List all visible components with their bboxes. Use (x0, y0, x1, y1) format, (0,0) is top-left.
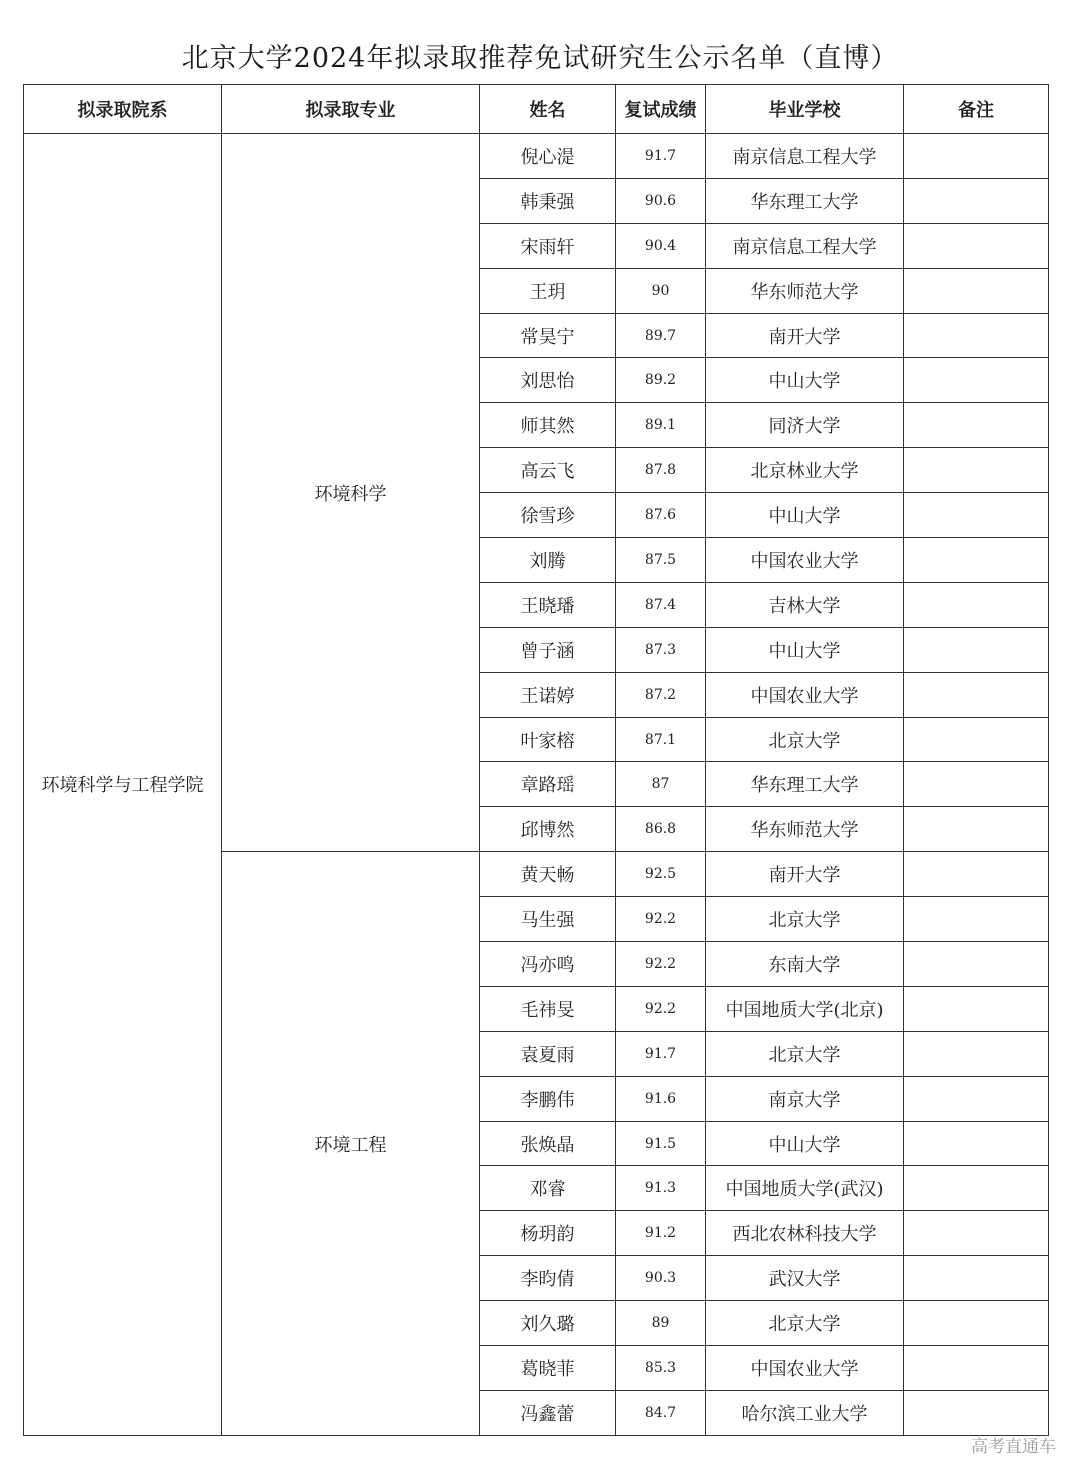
name-cell: 曾子涵 (480, 627, 616, 672)
admission-table (23, 84, 1049, 1436)
score-cell: 87.6 (616, 493, 706, 538)
name-cell: 韩秉强 (480, 178, 616, 223)
name-cell: 高云飞 (480, 448, 616, 493)
name-cell: 杨玥韵 (480, 1211, 616, 1256)
school-cell: 南京信息工程大学 (706, 223, 904, 268)
name-cell: 冯亦鸣 (480, 942, 616, 987)
name-cell: 袁夏雨 (480, 1031, 616, 1076)
note-cell (904, 1121, 1049, 1166)
school-cell: 南京大学 (706, 1076, 904, 1121)
school-cell: 北京大学 (706, 1031, 904, 1076)
note-cell (904, 1166, 1049, 1211)
school-cell: 同济大学 (706, 403, 904, 448)
header-major: 拟录取专业 (222, 85, 480, 134)
note-cell (904, 358, 1049, 403)
note-cell (904, 448, 1049, 493)
note-cell (904, 1346, 1049, 1391)
school-cell: 中国农业大学 (706, 538, 904, 583)
note-cell (904, 807, 1049, 852)
note-cell (904, 986, 1049, 1031)
table-row (24, 134, 1049, 179)
note-cell (904, 268, 1049, 313)
note-cell (904, 313, 1049, 358)
school-cell: 哈尔滨工业大学 (706, 1390, 904, 1435)
name-cell: 邓睿 (480, 1166, 616, 1211)
name-cell: 毛祎旻 (480, 986, 616, 1031)
note-cell (904, 1076, 1049, 1121)
header-score: 复试成绩 (616, 85, 706, 134)
score-cell: 91.5 (616, 1121, 706, 1166)
name-cell: 常昊宁 (480, 313, 616, 358)
name-cell: 刘久璐 (480, 1301, 616, 1346)
name-cell: 王晓璠 (480, 582, 616, 627)
note-cell (904, 493, 1049, 538)
page-title: 北京大学2024年拟录取推荐免试研究生公示名单（直博） (181, 43, 899, 74)
note-cell (904, 178, 1049, 223)
name-cell: 宋雨轩 (480, 223, 616, 268)
name-cell: 李昀倩 (480, 1256, 616, 1301)
score-cell: 92.2 (616, 986, 706, 1031)
header-note: 备注 (904, 85, 1049, 134)
note-cell (904, 897, 1049, 942)
note-cell (904, 1031, 1049, 1076)
score-cell: 87.2 (616, 672, 706, 717)
score-cell: 86.8 (616, 807, 706, 852)
school-cell: 东南大学 (706, 942, 904, 987)
school-cell: 南京信息工程大学 (706, 134, 904, 179)
score-cell: 84.7 (616, 1390, 706, 1435)
name-cell: 王玥 (480, 268, 616, 313)
school-cell: 北京林业大学 (706, 448, 904, 493)
note-cell (904, 762, 1049, 807)
score-cell: 85.3 (616, 1346, 706, 1391)
note-cell (904, 134, 1049, 179)
school-cell: 中山大学 (706, 1121, 904, 1166)
header-department: 拟录取院系 (24, 85, 222, 134)
score-cell: 92.2 (616, 942, 706, 987)
school-cell: 华东理工大学 (706, 762, 904, 807)
name-cell: 章路瑶 (480, 762, 616, 807)
school-cell: 西北农林科技大学 (706, 1211, 904, 1256)
name-cell: 倪心湜 (480, 134, 616, 179)
school-cell: 武汉大学 (706, 1256, 904, 1301)
header-school: 毕业学校 (706, 85, 904, 134)
school-cell: 南开大学 (706, 313, 904, 358)
school-cell: 华东理工大学 (706, 178, 904, 223)
school-cell: 中国地质大学(武汉) (706, 1166, 904, 1211)
score-cell: 91.2 (616, 1211, 706, 1256)
score-cell: 91.7 (616, 1031, 706, 1076)
school-cell: 中山大学 (706, 358, 904, 403)
score-cell: 89.2 (616, 358, 706, 403)
name-cell: 黄天畅 (480, 852, 616, 897)
school-cell: 中国农业大学 (706, 1346, 904, 1391)
score-cell: 87.8 (616, 448, 706, 493)
score-cell: 87 (616, 762, 706, 807)
school-cell: 中国农业大学 (706, 672, 904, 717)
school-cell: 南开大学 (706, 852, 904, 897)
score-cell: 89 (616, 1301, 706, 1346)
school-cell: 华东师范大学 (706, 807, 904, 852)
note-cell (904, 403, 1049, 448)
school-cell: 华东师范大学 (706, 268, 904, 313)
note-cell (904, 627, 1049, 672)
header-name: 姓名 (480, 85, 616, 134)
score-cell: 89.7 (616, 313, 706, 358)
major-cell: 环境工程 (222, 852, 480, 1436)
school-cell: 北京大学 (706, 717, 904, 762)
score-cell: 87.5 (616, 538, 706, 583)
name-cell: 叶家榕 (480, 717, 616, 762)
school-cell: 中国地质大学(北京) (706, 986, 904, 1031)
note-cell (904, 582, 1049, 627)
note-cell (904, 1301, 1049, 1346)
department-cell: 环境科学与工程学院 (24, 134, 222, 1436)
name-cell: 葛晓菲 (480, 1346, 616, 1391)
note-cell (904, 942, 1049, 987)
score-cell: 87.3 (616, 627, 706, 672)
score-cell: 89.1 (616, 403, 706, 448)
score-cell: 90 (616, 268, 706, 313)
watermark: 高考直通车 (971, 1437, 1056, 1457)
name-cell: 李鹏伟 (480, 1076, 616, 1121)
major-cell: 环境科学 (222, 134, 480, 852)
school-cell: 北京大学 (706, 897, 904, 942)
school-cell: 北京大学 (706, 1301, 904, 1346)
score-cell: 87.4 (616, 582, 706, 627)
name-cell: 马生强 (480, 897, 616, 942)
school-cell: 中山大学 (706, 493, 904, 538)
table-body (24, 134, 1049, 1436)
note-cell (904, 538, 1049, 583)
school-cell: 吉林大学 (706, 582, 904, 627)
score-cell: 92.5 (616, 852, 706, 897)
header-row (24, 85, 1049, 134)
score-cell: 92.2 (616, 897, 706, 942)
score-cell: 90.4 (616, 223, 706, 268)
name-cell: 张焕晶 (480, 1121, 616, 1166)
name-cell: 冯鑫蕾 (480, 1390, 616, 1435)
score-cell: 91.6 (616, 1076, 706, 1121)
score-cell: 90.6 (616, 178, 706, 223)
name-cell: 徐雪珍 (480, 493, 616, 538)
note-cell (904, 1211, 1049, 1256)
note-cell (904, 717, 1049, 762)
school-cell: 中山大学 (706, 627, 904, 672)
score-cell: 91.3 (616, 1166, 706, 1211)
name-cell: 师其然 (480, 403, 616, 448)
name-cell: 刘思怡 (480, 358, 616, 403)
name-cell: 邱博然 (480, 807, 616, 852)
name-cell: 王诺婷 (480, 672, 616, 717)
note-cell (904, 1390, 1049, 1435)
note-cell (904, 852, 1049, 897)
score-cell: 90.3 (616, 1256, 706, 1301)
note-cell (904, 672, 1049, 717)
name-cell: 刘腾 (480, 538, 616, 583)
note-cell (904, 1256, 1049, 1301)
note-cell (904, 223, 1049, 268)
score-cell: 87.1 (616, 717, 706, 762)
score-cell: 91.7 (616, 134, 706, 179)
